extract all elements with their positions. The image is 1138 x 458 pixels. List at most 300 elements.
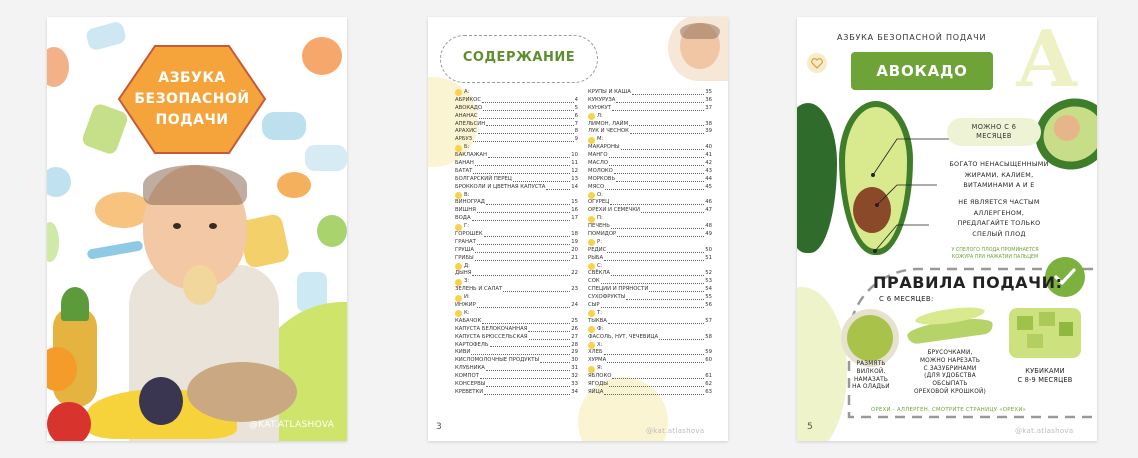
- toc-entry[interactable]: [588, 168, 712, 176]
- decor-plate: [187, 362, 297, 422]
- toc-entry-title: АПЕЛЬСИН: [455, 120, 486, 127]
- toc-entry-page: 19: [571, 238, 578, 245]
- toc-entry[interactable]: [455, 160, 578, 168]
- toc-entry[interactable]: [455, 152, 578, 160]
- toc-leader-dots: [630, 128, 704, 134]
- toc-entry-title: ГРАНАТ: [455, 238, 476, 245]
- toc-leader-dots: [472, 270, 570, 276]
- toc-entry-page: 22: [571, 270, 578, 277]
- toc-letter-heading: [455, 294, 578, 302]
- toc-entry[interactable]: [588, 105, 712, 113]
- avocado-page[interactable]: [797, 17, 1097, 441]
- toc-leader-dots: [610, 199, 704, 205]
- toc-letter: В:: [464, 191, 470, 198]
- toc-entry-title: БОЛГАРСКИЙ ПЕРЕЦ: [455, 175, 512, 182]
- toc-letter: М:: [597, 136, 604, 143]
- toc-leader-dots: [472, 215, 571, 221]
- toc-letter: Р:: [597, 238, 602, 245]
- toc-entry-title: ФАСОЛЬ, НУТ, ЧЕЧЕВИЦА: [588, 333, 659, 340]
- toc-entry-page: 28: [571, 341, 578, 348]
- bullet-icon: [455, 295, 462, 302]
- toc-leader-dots: [614, 168, 704, 174]
- toc-entry[interactable]: [455, 318, 578, 326]
- toc-entry[interactable]: [588, 318, 712, 326]
- toc-leader-dots: [616, 97, 704, 103]
- toc-entry-title: АРБУЗ: [455, 136, 473, 143]
- toc-entry[interactable]: [588, 231, 712, 239]
- toc-entry-title: ПОМИДОР: [588, 231, 617, 238]
- toc-entry-title: АБРИКОС: [455, 96, 482, 103]
- toc-entry-title: СЫР: [588, 302, 600, 309]
- toc-leader-dots: [475, 247, 570, 253]
- toc-entry-page: 26: [571, 325, 578, 332]
- toc-entry[interactable]: [588, 207, 712, 215]
- toc-entry-page: 21: [571, 254, 578, 261]
- toc-leader-dots: [528, 326, 570, 332]
- toc-entry-page: 27: [571, 333, 578, 340]
- contents-right-column: [588, 89, 712, 397]
- toc-entry-title: МАНГО: [588, 152, 608, 159]
- toc-leader-dots: [617, 231, 704, 237]
- toc-entry-page: 20: [571, 246, 578, 253]
- toc-entry-title: ЗЕЛЕНЬ И САЛАТ: [455, 286, 503, 293]
- toc-entry-page: 9: [574, 136, 578, 143]
- toc-entry-title: КАПУСТА БРЮССЕЛЬСКАЯ: [455, 333, 528, 340]
- toc-entry-title: АРАХИС: [455, 128, 477, 135]
- toc-entry[interactable]: [455, 247, 578, 255]
- toc-entry-page: 15: [571, 199, 578, 206]
- toc-leader-dots: [540, 357, 570, 363]
- toc-letter-heading: [455, 278, 578, 286]
- toc-entry-title: СВЁКЛА: [588, 270, 611, 277]
- toc-entry-title: ИНЖИР: [455, 302, 476, 309]
- toc-leader-dots: [609, 160, 704, 166]
- decor-bowl: [305, 145, 347, 171]
- toc-leader-dots: [659, 334, 704, 340]
- toc-entry-page: 55: [705, 294, 712, 301]
- toc-entry[interactable]: [455, 365, 578, 373]
- toc-leader-dots: [609, 381, 704, 387]
- toc-entry[interactable]: [588, 184, 712, 192]
- mashed-avocado-bowl: [841, 309, 899, 367]
- toc-entry[interactable]: [588, 286, 712, 294]
- toc-entry-title: ГРУША: [455, 246, 474, 253]
- toc-entry[interactable]: [455, 357, 578, 365]
- toc-entry[interactable]: [588, 373, 712, 381]
- toc-leader-dots: [621, 144, 705, 150]
- toc-entry[interactable]: [588, 89, 712, 97]
- toc-entry[interactable]: [588, 176, 712, 184]
- decor-bowl: [47, 167, 71, 197]
- decor-pumpkin: [302, 37, 342, 75]
- avocado-cubes: [1003, 302, 1087, 362]
- toc-leader-dots: [604, 389, 704, 395]
- toc-entry[interactable]: [588, 144, 712, 152]
- toc-entry-page: 41: [705, 152, 712, 159]
- decor-apple: [317, 215, 347, 247]
- toc-entry[interactable]: [588, 121, 712, 129]
- toc-entry-page: 5: [574, 104, 578, 111]
- toc-entry[interactable]: [455, 199, 578, 207]
- toc-letter: Я:: [597, 365, 603, 372]
- toc-leader-dots: [612, 105, 704, 111]
- toc-entry-title: КОМПОТ: [455, 373, 479, 380]
- toc-entry-page: 7: [574, 120, 578, 127]
- toc-entry-page: 33: [571, 380, 578, 387]
- toc-entry-title: БАНАН: [455, 160, 474, 167]
- toc-entry[interactable]: [455, 105, 578, 113]
- toc-entry[interactable]: [588, 334, 712, 342]
- toc-entry[interactable]: [455, 373, 578, 381]
- toc-entry-page: 12: [571, 167, 578, 174]
- toc-leader-dots: [477, 302, 570, 308]
- toc-leader-dots: [503, 286, 570, 292]
- toc-entry[interactable]: [455, 215, 578, 223]
- toc-entry-page: 61: [705, 373, 712, 380]
- toc-entry[interactable]: [455, 255, 578, 263]
- toc-entry-page: 16: [571, 207, 578, 214]
- contents-title: СОДЕРЖАНИЕ: [462, 50, 576, 65]
- toc-letter: З:: [464, 278, 470, 285]
- toc-leader-dots: [473, 136, 574, 142]
- toc-entry[interactable]: [455, 326, 578, 334]
- toc-entry-title: КРЕВЕТКИ: [455, 388, 484, 395]
- toc-entry-title: АВОКАДО: [455, 104, 483, 111]
- toc-leader-dots: [479, 113, 574, 119]
- toc-entry-page: 34: [571, 388, 578, 395]
- toc-entry-title: ТЫКВА: [588, 317, 607, 324]
- toc-entry-page: 29: [571, 349, 578, 356]
- toc-entry-page: 46: [705, 199, 712, 206]
- bullet-icon: [455, 145, 462, 152]
- toc-leader-dots: [486, 365, 570, 371]
- age-badge: МОЖНО С 6 МЕСЯЦЕВ: [947, 118, 1041, 146]
- toc-entry-page: 11: [571, 160, 578, 167]
- toc-letter: Ф:: [597, 325, 604, 332]
- toc-leader-dots: [616, 176, 704, 182]
- toc-entry[interactable]: [455, 128, 578, 136]
- toc-entry-title: ГРИБЫ: [455, 254, 474, 261]
- toc-leader-dots: [608, 318, 704, 324]
- toc-leader-dots: [626, 294, 704, 300]
- toc-entry-title: ЛУК И ЧЕСНОК: [588, 128, 629, 135]
- toc-entry-page: 60: [705, 357, 712, 364]
- decor-bowl: [277, 172, 311, 198]
- toc-entry-page: 36: [705, 96, 712, 103]
- toc-entry-page: 42: [705, 160, 712, 167]
- toc-entry[interactable]: [588, 255, 712, 263]
- bullet-icon: [588, 366, 595, 373]
- avocado-whole: [797, 103, 837, 253]
- toc-entry[interactable]: [455, 168, 578, 176]
- toc-letter: Д:: [464, 262, 470, 269]
- toc-letter-heading: [588, 192, 712, 200]
- toc-leader-dots: [601, 302, 705, 308]
- toc-leader-dots: [486, 121, 573, 127]
- toc-entry-page: 62: [705, 380, 712, 387]
- decor-apple: [47, 222, 59, 262]
- toc-entry-title: ВИНОГРАД: [455, 199, 485, 206]
- toc-letter-heading: [588, 215, 712, 223]
- bullet-icon: [455, 89, 462, 96]
- bullet-icon: [588, 239, 595, 246]
- toc-entry-title: ЯГОДЫ: [588, 380, 608, 387]
- toc-entry-page: 13: [571, 175, 578, 182]
- contents-title-box: [440, 35, 598, 83]
- toc-entry-title: МАСЛО: [588, 160, 609, 167]
- toc-entry-page: 47: [705, 207, 712, 214]
- cover-title: АЗБУКА БЕЗОПАСНОЙ ПОДАЧИ: [134, 70, 250, 128]
- toc-entry-title: ХЛЕБ: [588, 349, 603, 356]
- toc-entry[interactable]: [588, 247, 712, 255]
- toc-entry-page: 31: [571, 365, 578, 372]
- toc-entry-title: РЫБА: [588, 254, 604, 261]
- bullet-icon: [455, 192, 462, 199]
- toc-leader-dots: [604, 349, 705, 355]
- toc-entry-title: РЕДИС: [588, 246, 607, 253]
- toc-entry-page: 17: [571, 215, 578, 222]
- toc-letter-heading: [588, 113, 712, 121]
- toc-leader-dots: [473, 168, 570, 174]
- toc-letter: С:: [597, 262, 603, 269]
- decor-bowl: [262, 112, 306, 140]
- toc-letter-heading: [455, 192, 578, 200]
- bullet-icon: [588, 113, 595, 120]
- baby-avatar: [668, 17, 728, 81]
- toc-letter: А:: [464, 89, 470, 95]
- toc-leader-dots: [490, 342, 571, 348]
- toc-letter: Х:: [597, 341, 603, 348]
- toc-entry[interactable]: [588, 357, 712, 365]
- toc-letter: П:: [597, 215, 603, 222]
- rules-title: ПРАВИЛА ПОДАЧИ:: [873, 273, 1063, 292]
- toc-entry[interactable]: [455, 334, 578, 342]
- contents-handle: @kat.atlashova: [646, 427, 705, 435]
- toc-entry[interactable]: [455, 302, 578, 310]
- bullet-icon: [588, 216, 595, 223]
- toc-letter-heading: [588, 136, 712, 144]
- toc-letter-heading: [588, 342, 712, 350]
- page-number: 3: [436, 422, 442, 432]
- toc-leader-dots: [486, 381, 570, 387]
- toc-leader-dots: [478, 128, 574, 134]
- toc-entry-page: 63: [705, 388, 712, 395]
- toc-entry-page: 24: [571, 302, 578, 309]
- toc-entry[interactable]: [455, 231, 578, 239]
- bullet-icon: [455, 263, 462, 270]
- toc-entry[interactable]: [588, 381, 712, 389]
- decor-pineapple-leaves: [61, 287, 89, 321]
- toc-entry-page: 50: [705, 246, 712, 253]
- toc-entry-title: КИСЛОМОЛОЧНЫЕ ПРОДУКТЫ: [455, 357, 540, 364]
- toc-entry-title: ПЕЧЕНЬ: [588, 223, 610, 230]
- toc-entry[interactable]: [588, 270, 712, 278]
- toc-entry[interactable]: [455, 207, 578, 215]
- toc-letter-heading: [588, 310, 712, 318]
- toc-leader-dots: [488, 152, 570, 158]
- toc-entry-page: 48: [705, 223, 712, 230]
- toc-leader-dots: [605, 184, 704, 190]
- toc-entry[interactable]: [588, 349, 712, 357]
- toc-leader-dots: [486, 199, 570, 205]
- avocado-handle: @kat.atlashova: [1015, 427, 1074, 435]
- toc-entry-page: 58: [705, 333, 712, 340]
- toc-letter-heading: [588, 326, 712, 334]
- toc-entry[interactable]: [455, 176, 578, 184]
- toc-leader-dots: [477, 239, 570, 245]
- toc-entry-title: ГОРОШЕК: [455, 231, 483, 238]
- toc-letter-heading: [455, 263, 578, 271]
- toc-entry[interactable]: [455, 349, 578, 357]
- toc-entry[interactable]: [455, 113, 578, 121]
- toc-entry[interactable]: [455, 184, 578, 192]
- toc-entry-title: СПЕЦИИ И ПРЯНОСТИ: [588, 286, 649, 293]
- toc-leader-dots: [632, 89, 704, 95]
- toc-entry-page: 23: [571, 286, 578, 293]
- toc-entry-title: СОК: [588, 278, 600, 285]
- toc-entry[interactable]: [588, 128, 712, 136]
- caption-mash: РАЗМЯТЬ ВИЛКОЙ, НАМАЗАТЬ НА ОЛАДЬИ: [852, 361, 890, 391]
- toc-entry-title: ЯБЛОКО: [588, 373, 612, 380]
- toc-letter: К:: [464, 309, 470, 316]
- toc-entry[interactable]: [455, 239, 578, 247]
- toc-letter: О:: [597, 191, 603, 198]
- contents-page[interactable]: [428, 17, 728, 441]
- toc-letter: Б:: [464, 144, 470, 151]
- toc-leader-dots: [484, 231, 571, 237]
- cover-handle: @KAT.ATLASHOVA: [249, 420, 335, 430]
- toc-leader-dots: [611, 270, 704, 276]
- toc-entry[interactable]: [588, 389, 712, 397]
- cover-page[interactable]: [47, 17, 347, 441]
- bullet-icon: [588, 137, 595, 144]
- toc-leader-dots: [607, 357, 704, 363]
- toc-leader-dots: [546, 184, 570, 190]
- toc-entry[interactable]: [455, 342, 578, 350]
- toc-entry-page: 10: [571, 152, 578, 159]
- fact-allergen: НЕ ЯВЛЯЕТСЯ ЧАСТЫМ АЛЛЕРГЕНОМ, ПРЕДЛАГАЙТЕ ТОЛЬКО СПЕЛЫЙ ПЛОД: [957, 198, 1041, 238]
- toc-entry-page: 6: [574, 112, 578, 119]
- toc-entry-title: ХУРМА: [588, 357, 607, 364]
- bullet-icon: [588, 342, 595, 349]
- toc-letter-heading: [588, 365, 712, 373]
- toc-letter: Г:: [464, 223, 470, 230]
- toc-letter: Т:: [597, 309, 603, 316]
- toc-entry[interactable]: [588, 223, 712, 231]
- toc-entry[interactable]: [588, 160, 712, 168]
- toc-entry-page: 53: [705, 278, 712, 285]
- toc-leader-dots: [477, 207, 570, 213]
- toc-entry[interactable]: [588, 278, 712, 286]
- toc-entry-page: 56: [705, 302, 712, 309]
- toc-entry[interactable]: [588, 302, 712, 310]
- toc-entry-page: 4: [574, 96, 578, 103]
- toc-entry-title: ДЫНЯ: [455, 270, 472, 277]
- toc-letter-heading: [455, 144, 578, 152]
- toc-leader-dots: [629, 121, 704, 127]
- bullet-icon: [588, 326, 595, 333]
- toc-entry-page: 25: [571, 317, 578, 324]
- toc-entry-page: 49: [705, 231, 712, 238]
- toc-letter: И:: [464, 294, 470, 301]
- toc-entry-title: КАПУСТА БЕЛОКОЧАННАЯ: [455, 325, 528, 332]
- toc-entry-title: СУХОФРУКТЫ: [588, 294, 626, 301]
- toc-entry-page: 35: [705, 89, 712, 95]
- toc-leader-dots: [475, 160, 570, 166]
- toc-entry-title: БАТАТ: [455, 167, 473, 174]
- toc-entry[interactable]: [588, 97, 712, 105]
- toc-leader-dots: [484, 389, 570, 395]
- toc-entry-page: 59: [705, 349, 712, 356]
- toc-leader-dots: [513, 176, 570, 182]
- toc-entry[interactable]: [455, 270, 578, 278]
- toc-entry-title: КУКУРУЗА: [588, 96, 616, 103]
- toc-entry-title: МЯСО: [588, 183, 605, 190]
- toc-letter-heading: [455, 223, 578, 231]
- toc-entry-title: МАКАРОНЫ: [588, 144, 620, 151]
- allergen-footnote: ОРЕХИ - АЛЛЕРГЕН, СМОТРИТЕ СТРАНИЦУ «ОРЕХИ»: [871, 407, 1027, 413]
- bullet-icon: [455, 224, 462, 231]
- toc-leader-dots: [482, 97, 574, 103]
- toc-entry[interactable]: [455, 389, 578, 397]
- toc-entry-page: 38: [705, 120, 712, 127]
- toc-leader-dots: [483, 105, 574, 111]
- toc-entry-title: КАБАЧОК: [455, 317, 482, 324]
- toc-entry-page: 43: [705, 167, 712, 174]
- bullet-icon: [455, 279, 462, 286]
- page-header: АЗБУКА БЕЗОПАСНОЙ ПОДАЧИ: [837, 33, 987, 42]
- toc-entry[interactable]: [588, 152, 712, 160]
- toc-entry[interactable]: [455, 136, 578, 144]
- toc-leader-dots: [482, 318, 570, 324]
- toc-entry-page: 14: [571, 183, 578, 190]
- toc-entry-page: 54: [705, 286, 712, 293]
- toc-entry-title: КАРТОФЕЛЬ: [455, 341, 489, 348]
- decor-apple: [47, 402, 91, 441]
- toc-leader-dots: [607, 247, 704, 253]
- caption-cubes: КУБИКАМИ С 8-9 МЕСЯЦЕВ: [1017, 367, 1073, 384]
- toc-leader-dots: [471, 349, 570, 355]
- toc-entry[interactable]: [455, 286, 578, 294]
- toc-entry[interactable]: [455, 121, 578, 129]
- toc-entry-title: КРУПЫ И КАША: [588, 89, 631, 95]
- toc-entry-title: КИВИ: [455, 349, 471, 356]
- toc-entry-page: 52: [705, 270, 712, 277]
- toc-letter-heading: [455, 310, 578, 318]
- decor-bowl: [47, 47, 69, 87]
- toc-letter-heading: [588, 239, 712, 247]
- toc-entry-page: 57: [705, 317, 712, 324]
- toc-leader-dots: [649, 286, 704, 292]
- toc-entry-title: БАКЛАЖАН: [455, 152, 487, 159]
- toc-letter-heading: [455, 89, 578, 97]
- toc-entry[interactable]: [588, 294, 712, 302]
- toc-leader-dots: [529, 334, 571, 340]
- toc-entry-title: МОЛОКО: [588, 167, 613, 174]
- toc-entry-page: 37: [705, 104, 712, 111]
- toc-entry[interactable]: [455, 97, 578, 105]
- caption-slices: БРУСОЧКАМИ, МОЖНО НАРЕЗАТЬ С ЗАЗУБРИНАМИ (ДЛЯ УДОБСТВА ОБСЫПАТЬ ОРЕХОВОЙ КРОШКОЙ): [913, 350, 987, 395]
- ripeness-note: У СПЕЛОГО ПЛОДА ПРОМИНАЕТСЯ КОЖУРА ПРИ НАЖАТИИ ПАЛЬЦЕМ: [951, 248, 1039, 260]
- toc-leader-dots: [612, 373, 704, 379]
- toc-entry[interactable]: [455, 381, 578, 389]
- toc-entry[interactable]: [588, 199, 712, 207]
- toc-entry-page: 8: [574, 128, 578, 135]
- decor-grapes: [139, 377, 183, 425]
- heart-icon: [807, 53, 827, 73]
- toc-entry-page: 44: [705, 175, 712, 182]
- toc-entry-title: АНАНАС: [455, 112, 478, 119]
